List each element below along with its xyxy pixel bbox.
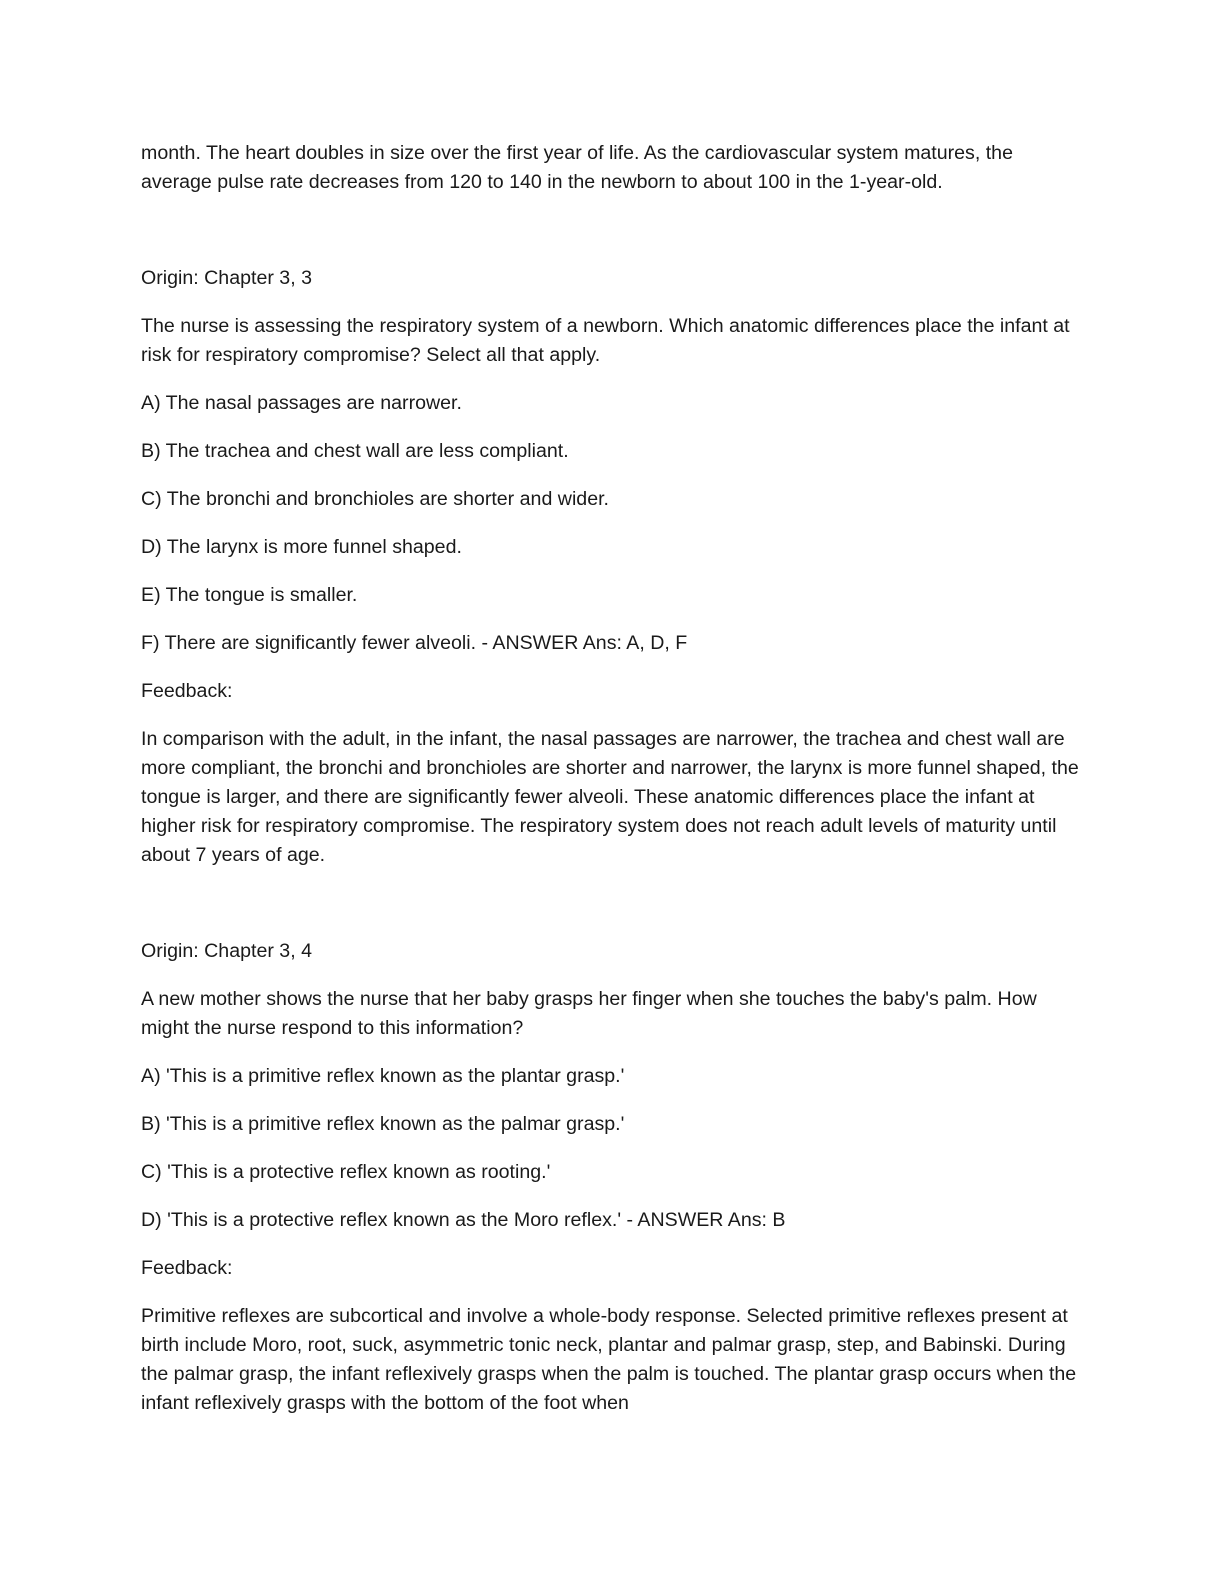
section-spacer — [141, 216, 1081, 264]
answer-option: E) The tongue is smaller. — [141, 584, 358, 606]
question-origin: Origin: Chapter 3, 3 — [141, 267, 312, 289]
answer-option: B) 'This is a primitive reflex known as the palmar grasp.' — [141, 1113, 625, 1135]
feedback-text: In comparison with the adult, in the infant, the nasal passages are narrower, the trachea and chest wall are more compliant, the bronchi and bronchioles are shorter and narrower, the larynx is more funnel shaped, the tongue is larger, and there are significantly fewer alveoli. These anatomic differences place the infant at higher risk for respiratory compromise. The respiratory system does not reach adult levels of maturity until about 7 years of age. — [141, 728, 1079, 866]
question-block — [141, 264, 1081, 870]
answer-option: C) 'This is a protective reflex known as rooting.' — [141, 1161, 551, 1183]
intro-paragraph: month. The heart doubles in size over the first year of life. As the cardiovascular system matures, the average pulse rate decreases from 120 to 140 in the newborn to about 100 in the 1-year-old. — [141, 142, 1013, 193]
question-stem: The nurse is assessing the respiratory system of a newborn. Which anatomic differences place the infant at risk for respiratory compromise? Select all that apply. — [141, 315, 1070, 366]
answer-option: D) The larynx is more funnel shaped. — [141, 536, 462, 558]
question-origin: Origin: Chapter 3, 4 — [141, 940, 312, 962]
answer-option: D) 'This is a protective reflex known as the Moro reflex.' - ANSWER Ans: B — [141, 1209, 786, 1231]
feedback-label: Feedback: — [141, 680, 233, 702]
answer-option: A) The nasal passages are narrower. — [141, 392, 462, 414]
answer-option: A) 'This is a primitive reflex known as the plantar grasp.' — [141, 1065, 625, 1087]
answer-option: C) The bronchi and bronchioles are shorter and wider. — [141, 488, 609, 510]
section-spacer — [141, 889, 1081, 937]
feedback-text: Primitive reflexes are subcortical and involve a whole-body response. Selected primitive reflexes present at birth include Moro, root, suck, asymmetric tonic neck, plantar and palmar grasp, step, and Babinski. During the palmar grasp, the infant reflexively grasps when the palm is touched. The plantar grasp occurs when the infant reflexively grasps with the bottom of the foot when — [141, 1305, 1077, 1414]
answer-option: F) There are significantly fewer alveoli. - ANSWER Ans: A, D, F — [141, 632, 688, 654]
question-block — [141, 937, 1081, 1418]
feedback-label: Feedback: — [141, 1257, 233, 1279]
document-page — [141, 139, 1081, 1437]
question-stem: A new mother shows the nurse that her baby grasps her finger when she touches the baby's palm. How might the nurse respond to this information? — [141, 988, 1037, 1039]
answer-option: B) The trachea and chest wall are less compliant. — [141, 440, 569, 462]
